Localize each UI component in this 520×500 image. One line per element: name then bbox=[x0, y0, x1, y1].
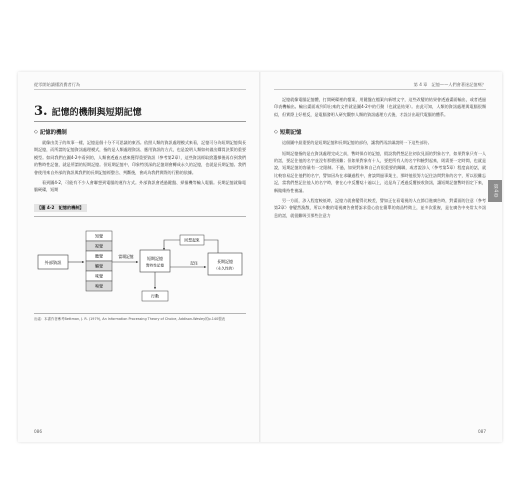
diamond-icon: ◇ bbox=[34, 129, 38, 135]
source-note: 出處：本書作者參考Bettman, J. R. (1979), An Information Processing Theory of Choice, Addison-Wesley的p.140製表 bbox=[34, 316, 226, 321]
body-paragraph: 記憶就像電腦記憶體，打開硬碟裡的檔案，用鍵盤在檔案內新增文字，這些改變的結果會透過畫面輸出，或者透過印表機輸出。輸出畫面或列印出來的文件就是圖4-2中的行動（也就是結果）。由此可知，人類的資訊處理與電腦很類似，但實際上好相反，是電腦發明人研究觀察人類的資訊處理方式後，才設計出現代電腦的體系。 bbox=[274, 97, 486, 117]
diamond-icon: ◇ bbox=[274, 129, 278, 136]
long-term-memory-label: 長期記憶 bbox=[217, 258, 233, 264]
sense-label: 聽覺 bbox=[95, 253, 103, 259]
sense-label: 嗅覺 bbox=[95, 283, 103, 289]
sense-label: 味覺 bbox=[95, 273, 103, 279]
left-page bbox=[34, 82, 246, 434]
subheading-memory-mechanism bbox=[34, 128, 246, 136]
short-term-memory-sublabel: 暫時性記憶 bbox=[146, 263, 164, 268]
right-page bbox=[274, 82, 486, 434]
chapter-tab: 第4章 bbox=[488, 180, 502, 202]
sense-label: 觸覺 bbox=[95, 263, 103, 269]
book-gutter bbox=[259, 72, 261, 442]
running-head-left: 從零開始讀懂消費者行為 bbox=[34, 82, 246, 90]
sensory-memory-label: 當場記憶 bbox=[118, 253, 134, 259]
external-info-label: 外部資訊 bbox=[44, 259, 62, 265]
memory-mechanism-diagram bbox=[34, 216, 246, 314]
body-paragraph: 看到圖4-2，可能有不少人會聯想到電腦的運作方式。外部資訊會透過鍵盤、掃描機等輸入電腦。長期記憶就像電腦硬碟，短期 bbox=[34, 180, 246, 193]
subheading-text: 記憶的機制 bbox=[39, 130, 67, 136]
action-label: 行動 bbox=[151, 293, 159, 299]
page-number-left: 086 bbox=[34, 429, 42, 434]
recall-label: 回想起來 bbox=[184, 237, 200, 243]
section-title bbox=[34, 104, 246, 119]
running-head-right: 第 4 章 記憶——人們會著迷記憶嗎？ bbox=[274, 82, 486, 90]
book-spread bbox=[18, 72, 502, 442]
sense-label: 知覺 bbox=[95, 233, 103, 239]
subheading-text: 短期記憶 bbox=[279, 130, 302, 137]
page-number-right: 087 bbox=[478, 429, 486, 434]
section-rule bbox=[34, 121, 246, 122]
encode-label: 記住 bbox=[190, 260, 198, 266]
body-paragraph: 就像由美子的故事一樣，記憶是個十分不可思議的東西。依照人類的資訊處理模式來看，記憶可分為短期記憶與長期記憶，而所謂的記憶資訊處理模式，指的是人類處理資訊、應用資訊的方式，也是說明人類如何做出購買決策的重要模型。如同我們在圖4-2中看到的，人類會透過五感來獲得重要資訊（參考第2章），這些資訊經取捨選擇後再存到我們的暫時性記憶，就是所謂的短期記憶。但短期記憶中，印象特別深的記憶則會轉成永久的記憶，也就是長期記憶。我們會使用來自外部的資訊與我們的長期記憶經整合、判斷後，會成為我們實際的行動的依據。 bbox=[34, 140, 246, 175]
short-term-memory-label: 短期記憶 bbox=[147, 255, 163, 261]
body-paragraph: 短期記憶指的是在資訊處理完成之前，暫時保存的記憶，假設我們想記住初次見面的對象名字，如果對象只有一人的話，要記住他的名字並沒有那麼困難；但如果對象有十人，要把所有人的名字和臉對起來，則需要一定時間，也就是說，短期記憶的容量有一定限制。不過，如果對象和自己有很重要的關聯，或者說涉入（參考第5章）程度高的話，就比較容易記住他們的名字，譬如因為在求職過程中，會談問過事業主，那時他很努力記住訪問對象的名字，所以很難忘記，當我們想記住他人的名字時，會在心中反覆唸十遍以上，這是為了透過反覆接收資訊，讓短期記憶暫時固定下來，稱做維持性複誦。 bbox=[274, 150, 486, 193]
body-paragraph: 另一方面，涉入程度較低時，記憶力就會變得比較差，譬如正在看電視的人在節目進廣告時，對畫面的注意（參考第2章）會變然渙散，所以多數的電視廣告會將訴求重心放在簡單的商品特徵上，並多次重複，是在廣告中央常太多訊息的話，就很難吸引那些注意力 bbox=[274, 198, 486, 218]
long-term-memory-sublabel: （永久性的） bbox=[214, 266, 236, 271]
section-number: 3. bbox=[34, 104, 48, 119]
body-paragraph: 這個圖中最重要的是短期記憶和長期記憶的部份，讓我們再詳細說明一下這些部份。 bbox=[282, 140, 432, 146]
sense-label: 視覺 bbox=[95, 243, 103, 249]
section-title-text: 記憶的機制與短期記憶 bbox=[51, 108, 142, 118]
figure-caption: 【圖 4-2 記憶的機制】 bbox=[34, 204, 87, 212]
senses-stack bbox=[86, 231, 112, 291]
subheading-short-term-memory bbox=[274, 128, 486, 136]
